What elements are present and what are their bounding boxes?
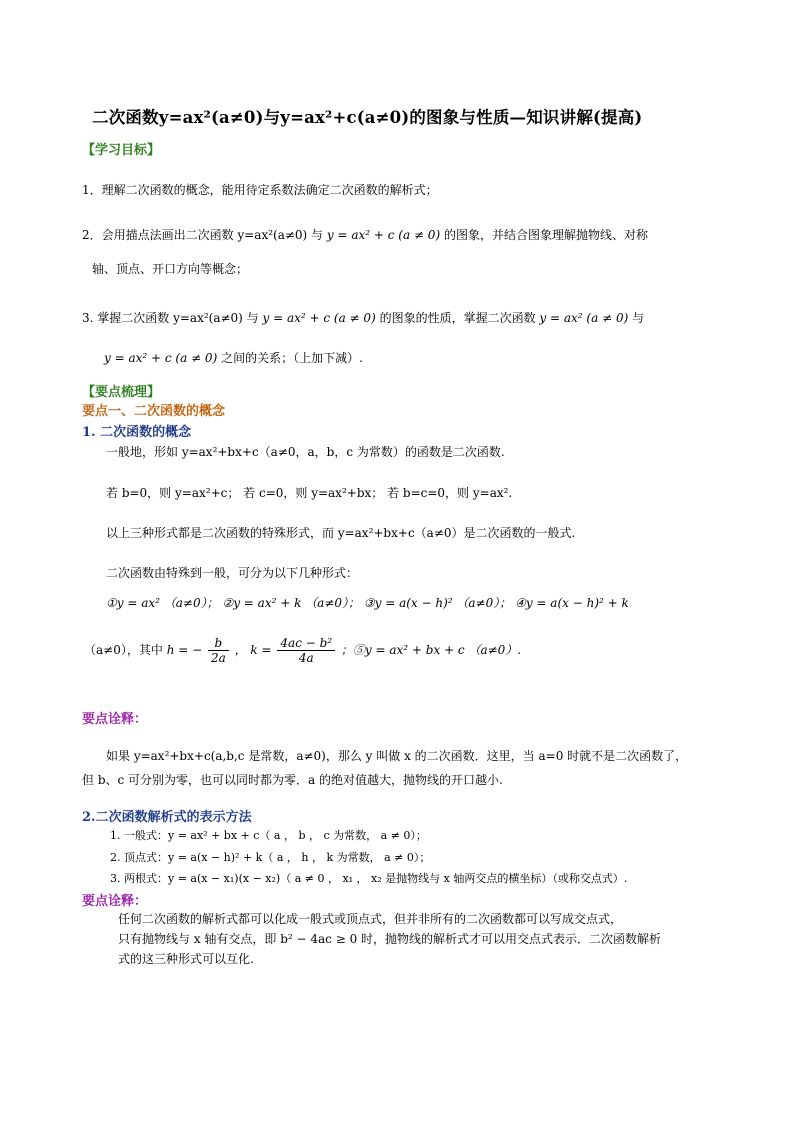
subsection-2-heading: 2.二次函数解析式的表示方法 bbox=[82, 810, 252, 825]
forms-line-2 bbox=[84, 636, 521, 665]
goal-item-2-formula: y = ax² + c (a ≠ 0) bbox=[326, 228, 441, 242]
key-points-heading: 【要点梳理】 bbox=[82, 385, 161, 400]
note-1-heading: 要点诠释： bbox=[82, 712, 148, 727]
page-title: 二次函数y=ax²(a≠0)与y=ax²+c(a≠0)的图象与性质—知识讲解(提高) bbox=[92, 108, 643, 127]
goal-item-1: 1．理解二次函数的概念，能用待定系数法确定二次函数的解析式； bbox=[82, 183, 438, 197]
goal-item-3-line1 bbox=[82, 309, 644, 326]
goal-item-3-text-d: 之间的关系；（上加下减）. bbox=[221, 351, 363, 365]
goal-item-2-line1 bbox=[82, 226, 648, 243]
learning-goals-heading: 【学习目标】 bbox=[82, 143, 161, 158]
goal-item-2-text-b: 的图象，并结合图象理解抛物线、对称 bbox=[443, 228, 648, 242]
note-1-line-2: 但 b、c 可分别为零，也可以同时都为零．a 的绝对值越大，抛物线的开口越小. bbox=[82, 773, 503, 787]
k-label: ， k = bbox=[234, 643, 272, 657]
goal-item-3-formula-2: y = ax² (a ≠ 0) bbox=[539, 311, 629, 325]
form-1: ①y = ax² （a≠0）； bbox=[106, 596, 219, 610]
note-2-line-3: 式的这三种形式可以互化. bbox=[118, 952, 254, 966]
goal-item-3-line2 bbox=[104, 349, 363, 366]
note-2-line-1: 任何二次函数的解析式都可以化成一般式或顶点式，但并非所有的二次函数都可以写成交点式， bbox=[118, 912, 623, 926]
h-numerator: b bbox=[208, 636, 229, 651]
paragraph-special-cases: 若 b=0，则 y=ax²+c； 若 c=0，则 y=ax²+bx； 若 b=c=0，则 y=ax². bbox=[106, 486, 513, 500]
subsection-1-heading: 1. 二次函数的概念 bbox=[82, 425, 192, 440]
form-5: ；⑤y = ax² + bx + c （a≠0）. bbox=[340, 643, 522, 657]
goal-item-3-text-b: 的图象的性质，掌握二次函数 bbox=[379, 311, 536, 325]
form-3: ③y = a(x − h)² （a≠0）； bbox=[363, 596, 512, 610]
forms-line-1 bbox=[106, 594, 629, 611]
k-numerator: 4ac − b² bbox=[277, 636, 335, 651]
goal-item-3-text-a: 3. 掌握二次函数 y=ax²(a≠0) 与 bbox=[82, 311, 259, 325]
h-label: h = − bbox=[166, 643, 203, 657]
form-4: ④y = a(x − h)² + k bbox=[515, 596, 629, 610]
form-2: ②y = ax² + k （a≠0）； bbox=[222, 596, 361, 610]
goal-item-3-formula-3: y = ax² + c (a ≠ 0) bbox=[104, 351, 218, 365]
paragraph-general-form: 以上三种形式都是二次函数的特殊形式，而 y=ax²+bx+c（a≠0）是二次函数的一般式. bbox=[106, 526, 576, 540]
representation-general: 1. 一般式：y = ax² + bx + c（ a ， b ， c 为常数， a ≠ 0）； bbox=[110, 829, 427, 842]
forms-line-2-text-a: （a≠0），其中 bbox=[84, 643, 163, 657]
goal-item-2-line2: 轴、顶点、开口方向等概念； bbox=[92, 262, 249, 276]
goal-item-2-text-a: 2．会用描点法画出二次函数 y=ax²(a≠0) 与 bbox=[82, 228, 324, 242]
note-1-line-1: 如果 y=ax²+bx+c(a,b,c 是常数，a≠0)，那么 y 叫做 x 的二次函数．这里，当 a=0 时就不是二次函数了， bbox=[106, 749, 688, 763]
paragraph-forms-intro: 二次函数由特殊到一般，可分为以下几种形式： bbox=[106, 566, 359, 580]
point-1-heading: 要点一、二次函数的概念 bbox=[82, 404, 226, 419]
note-2-heading: 要点诠释： bbox=[82, 894, 148, 909]
goal-item-3-text-c: 与 bbox=[632, 311, 645, 325]
paragraph-definition: 一般地，形如 y=ax²+bx+c（a≠0，a，b，c 为常数）的函数是二次函数. bbox=[106, 445, 505, 459]
h-denominator: 2a bbox=[210, 651, 226, 665]
representation-vertex: 2. 顶点式：y = a(x − h)² + k（ a ， h ， k 为常数， a ≠ 0）； bbox=[110, 851, 431, 864]
k-denominator: 4a bbox=[298, 651, 314, 665]
goal-item-3-formula-1: y = ax² + c (a ≠ 0) bbox=[262, 311, 376, 325]
k-fraction bbox=[277, 636, 335, 665]
representation-roots: 3. 两根式：y = a(x − x₁)(x − x₂)（ a ≠ 0 ， x₁ ， x₂ 是抛物线与 x 轴两交点的横坐标）（或称交点式）. bbox=[110, 872, 628, 885]
note-2-line-2: 只有抛物线与 x 轴有交点，即 b² − 4ac ≥ 0 时，抛物线的解析式才可以用交点式表示．二次函数解析 bbox=[118, 932, 662, 946]
h-fraction bbox=[208, 636, 229, 665]
